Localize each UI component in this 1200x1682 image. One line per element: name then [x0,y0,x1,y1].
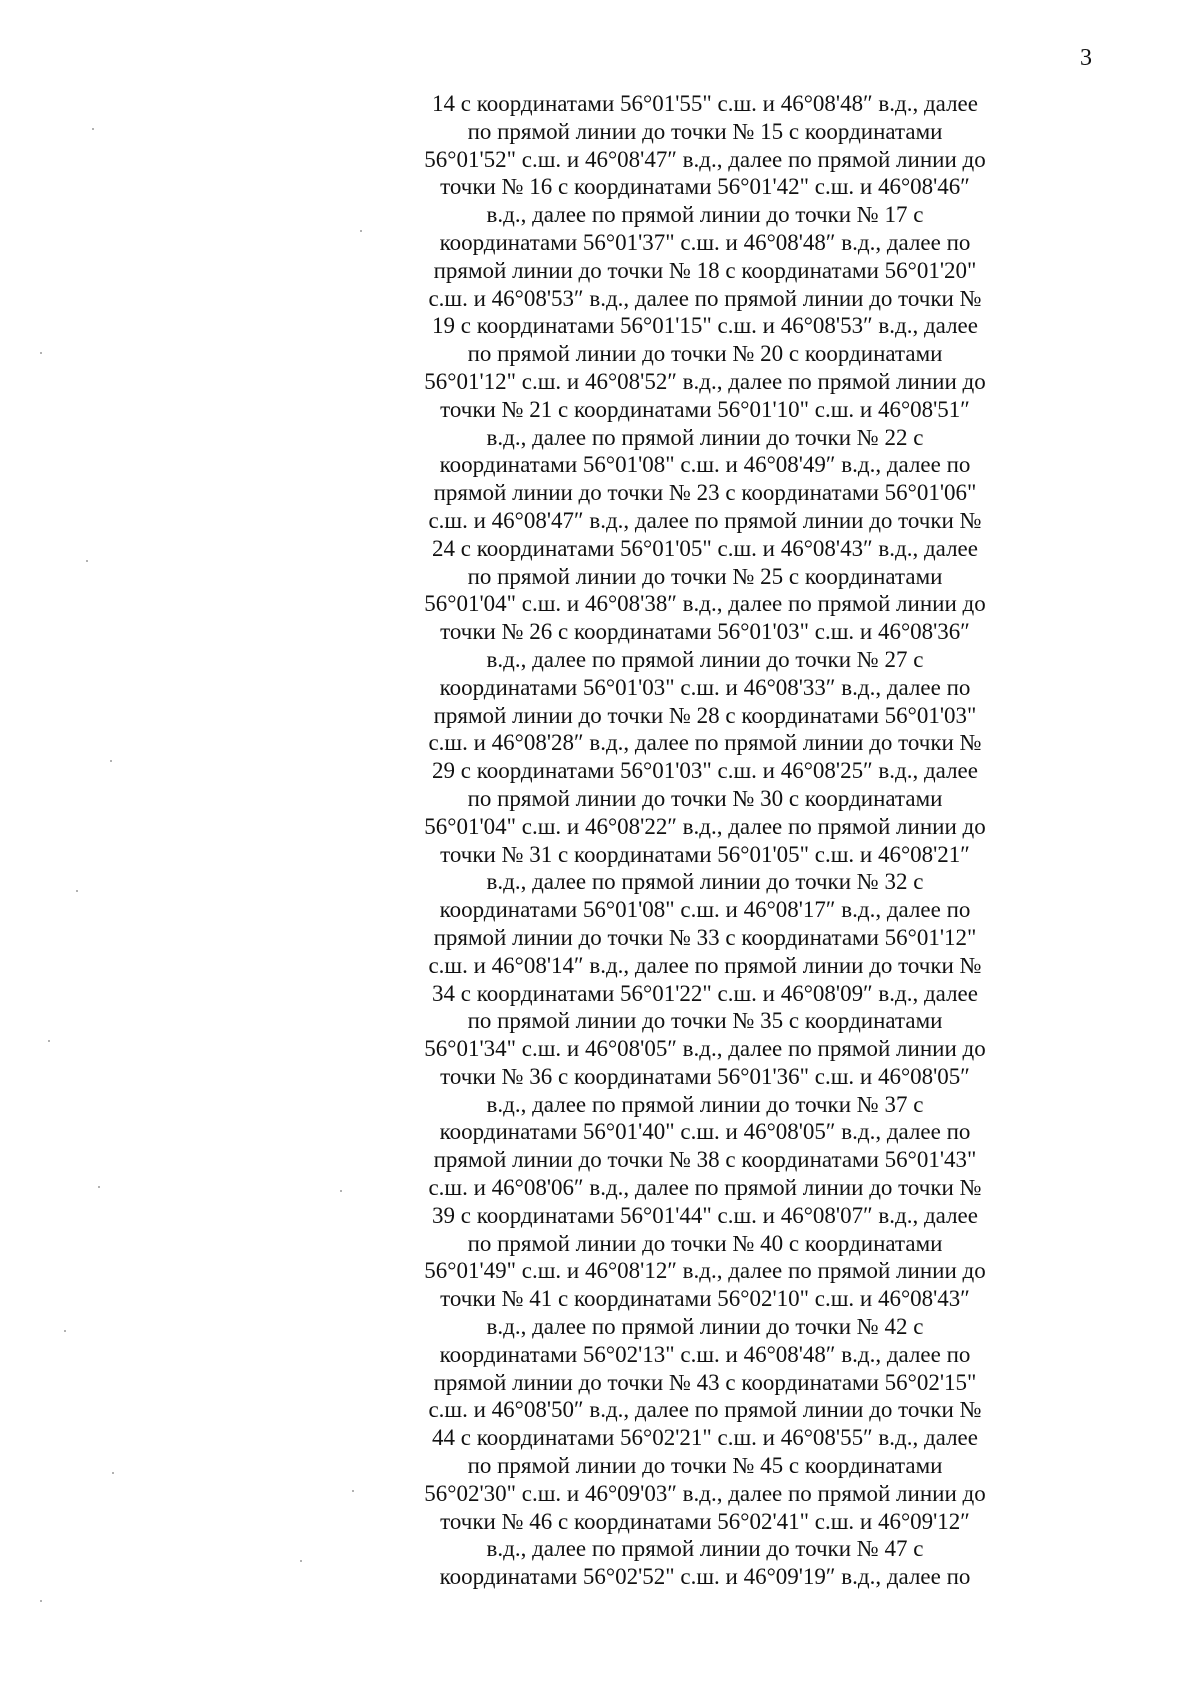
text-line: 56°01'04" с.ш. и 46°08'38″ в.д., далее по прямой линии до [424,591,986,617]
text-line: координатами 56°02'13" с.ш. и 46°08'48″ в.д., далее по [439,1341,971,1367]
text-line: точки № 41 с координатами 56°02'10" с.ш. и 46°08'43″ [440,1286,970,1312]
scan-speck [112,1472,114,1474]
text-line: 56°01'34" с.ш. и 46°08'05″ в.д., далее по прямой линии до [424,1036,986,1062]
text-line: прямой линии до точки № 43 с координатами 56°02'15" [433,1369,977,1395]
text-line: 24 с координатами 56°01'05" с.ш. и 46°08'43″ в.д., далее [432,535,978,561]
text-line: по прямой линии до точки № 45 с координатами [467,1453,943,1479]
scan-speck [48,1040,50,1042]
text-line: с.ш. и 46°08'28″ в.д., далее по прямой линии до точки № [428,730,982,756]
scan-speck [40,352,42,354]
body-text [405,90,1005,1591]
text-line: в.д., далее по прямой линии до точки № 27 с [486,646,924,672]
text-line: прямой линии до точки № 38 с координатами 56°01'43" [433,1147,977,1173]
text-line: точки № 16 с координатами 56°01'42" с.ш. и 46°08'46″ [440,174,970,200]
text-line: с.ш. и 46°08'06″ в.д., далее по прямой линии до точки № [428,1175,982,1201]
text-line: точки № 36 с координатами 56°01'36" с.ш. и 46°08'05″ [440,1063,970,1089]
text-line: с.ш. и 46°08'47″ в.д., далее по прямой линии до точки № [428,507,982,533]
scan-speck [360,230,362,232]
scan-speck [64,1330,66,1332]
text-line: точки № 26 с координатами 56°01'03" с.ш. и 46°08'36″ [440,619,970,645]
text-line: прямой линии до точки № 28 с координатами 56°01'03" [433,702,977,728]
text-line: в.д., далее по прямой линии до точки № 32 с [486,869,924,895]
scan-speck [98,1186,100,1188]
text-line: прямой линии до точки № 33 с координатами 56°01'12" [433,924,977,950]
text-line: 29 с координатами 56°01'03" с.ш. и 46°08'25″ в.д., далее [432,758,978,784]
text-line: 56°01'52" с.ш. и 46°08'47″ в.д., далее по прямой линии до [424,146,986,172]
text-line: координатами 56°02'52" с.ш. и 46°09'19″ в.д., далее по [439,1564,971,1590]
scan-speck [92,128,94,130]
text-line: по прямой линии до точки № 35 с координатами [467,1008,943,1034]
text-line: 19 с координатами 56°01'15" с.ш. и 46°08'53″ в.д., далее [432,313,978,339]
scan-speck [40,1600,42,1602]
text-line: в.д., далее по прямой линии до точки № 42 с [486,1314,924,1340]
text-line: 44 с координатами 56°02'21" с.ш. и 46°08'55″ в.д., далее [432,1425,978,1451]
text-line: по прямой линии до точки № 40 с координатами [467,1230,943,1256]
scan-speck [340,1190,342,1192]
text-line: 14 с координатами 56°01'55" с.ш. и 46°08'48″ в.д., далее [432,91,978,116]
text-line: 56°01'04" с.ш. и 46°08'22″ в.д., далее по прямой линии до [424,813,986,839]
scan-speck [110,760,112,762]
text-line: в.д., далее по прямой линии до точки № 47 с [486,1536,924,1562]
scan-speck [86,560,88,562]
text-line: 56°01'12" с.ш. и 46°08'52″ в.д., далее по прямой линии до [424,368,986,394]
text-line: 56°01'49" с.ш. и 46°08'12″ в.д., далее по прямой линии до [424,1258,986,1284]
text-line: прямой линии до точки № 18 с координатами 56°01'20" [433,257,977,283]
text-line: с.ш. и 46°08'14″ в.д., далее по прямой линии до точки № [428,952,982,978]
text-line: по прямой линии до точки № 15 с координатами [467,118,943,144]
text-line: прямой линии до точки № 23 с координатами 56°01'06" [433,480,977,506]
page-number: 3 [1080,45,1092,71]
text-line: по прямой линии до точки № 20 с координатами [467,341,943,367]
text-line: точки № 31 с координатами 56°01'05" с.ш. и 46°08'21″ [440,841,970,867]
text-line: координатами 56°01'08" с.ш. и 46°08'17″ в.д., далее по [439,897,971,923]
text-line: по прямой линии до точки № 30 с координатами [467,785,943,811]
text-line: 56°02'30" с.ш. и 46°09'03″ в.д., далее по прямой линии до [424,1480,986,1506]
text-line: в.д., далее по прямой линии до точки № 17 с [486,202,924,228]
text-line: координатами 56°01'40" с.ш. и 46°08'05″ в.д., далее по [439,1119,971,1145]
text-line: точки № 21 с координатами 56°01'10" с.ш. и 46°08'51″ [440,396,970,422]
text-line: 34 с координатами 56°01'22" с.ш. и 46°08'09″ в.д., далее [432,980,978,1006]
text-line: в.д., далее по прямой линии до точки № 37 с [486,1091,924,1117]
scan-speck [300,1560,302,1562]
text-line: координатами 56°01'37" с.ш. и 46°08'48″ в.д., далее по [439,229,971,255]
text-line: точки № 46 с координатами 56°02'41" с.ш. и 46°09'12″ [440,1508,970,1534]
scan-speck [352,1490,354,1492]
scan-speck [76,890,78,892]
text-line: в.д., далее по прямой линии до точки № 22 с [486,424,924,450]
text-line: координатами 56°01'08" с.ш. и 46°08'49″ в.д., далее по [439,452,971,478]
text-line: по прямой линии до точки № 25 с координатами [467,563,943,589]
text-line: с.ш. и 46°08'50″ в.д., далее по прямой линии до точки № [428,1397,982,1423]
text-line: с.ш. и 46°08'53″ в.д., далее по прямой линии до точки № [428,285,982,311]
text-line: координатами 56°01'03" с.ш. и 46°08'33″ в.д., далее по [439,674,971,700]
text-line: 39 с координатами 56°01'44" с.ш. и 46°08'07″ в.д., далее [432,1202,978,1228]
